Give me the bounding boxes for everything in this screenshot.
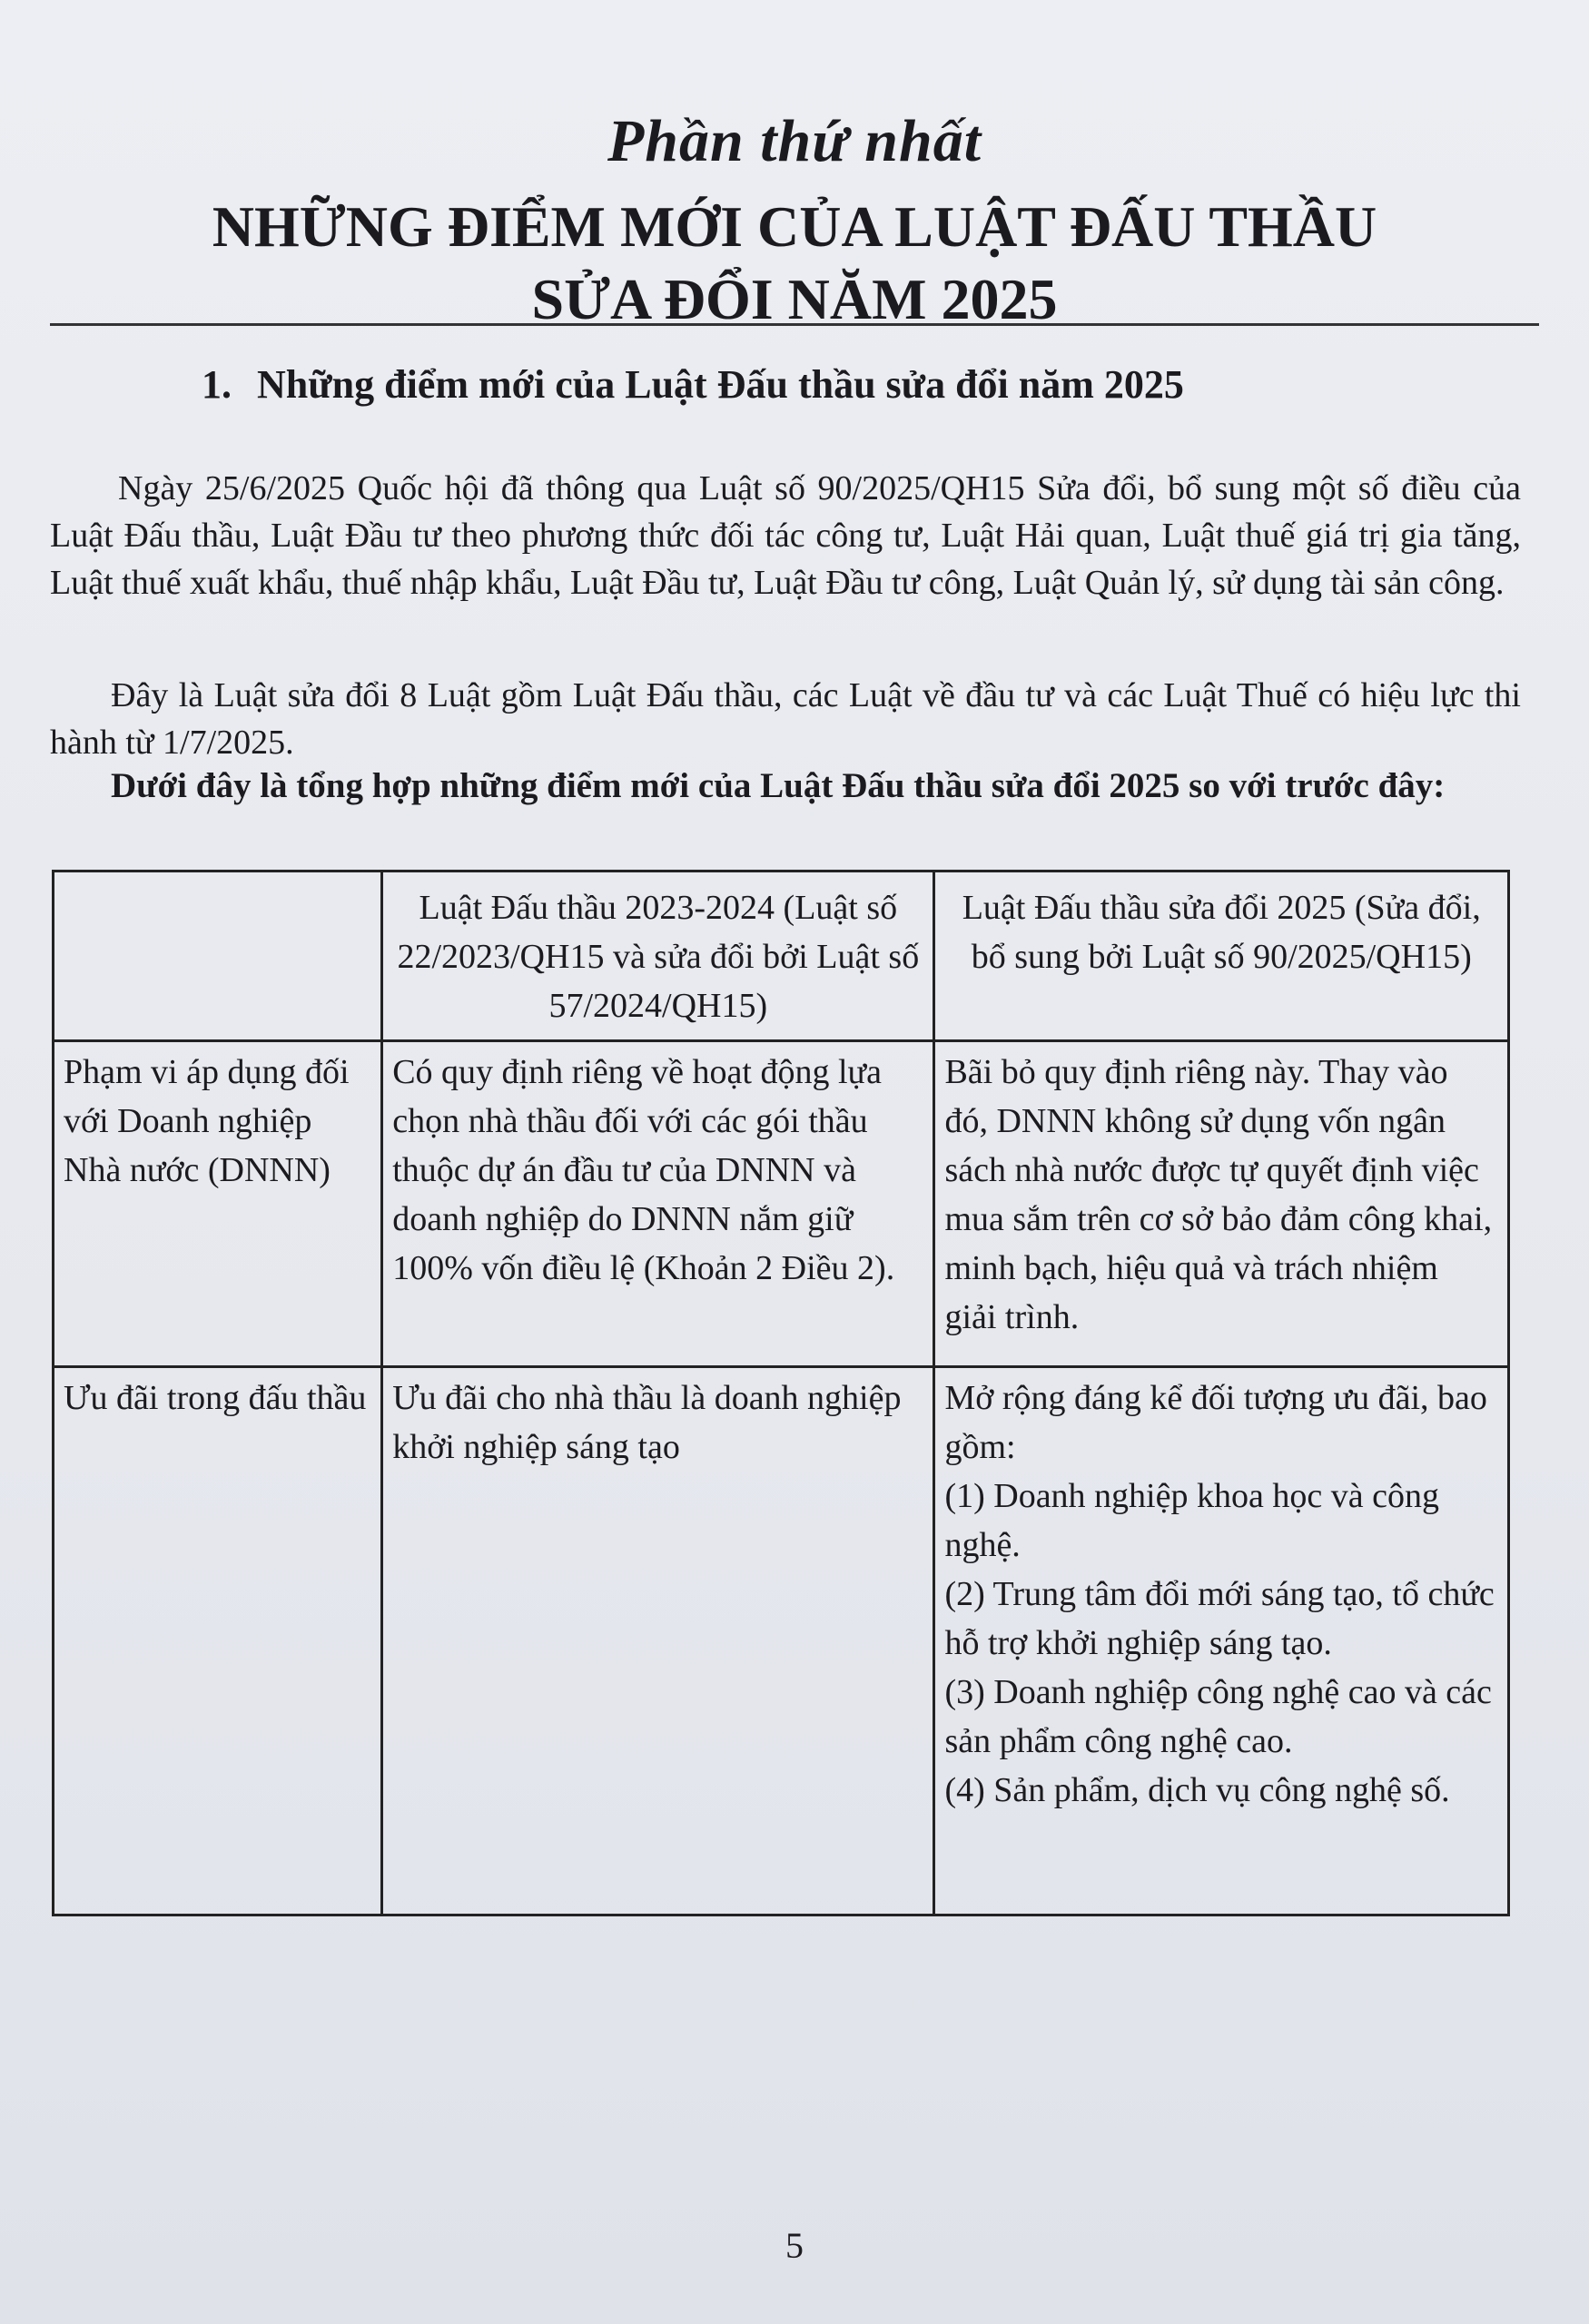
new-item: (1) Doanh nghiệp khoa học và công nghệ. [944, 1477, 1439, 1564]
new-item: (2) Trung tâm đổi mới sáng tạo, tổ chức hỗ trợ khởi nghiệp sáng tạo. [944, 1575, 1495, 1662]
section-title: Những điểm mới của Luật Đấu thầu sửa đổi năm 2025 [257, 362, 1184, 407]
cell-topic: Ưu đãi trong đấu thầu [54, 1367, 382, 1915]
paragraph-summary-lead: Dưới đây là tổng hợp những điểm mới của Luật Đấu thầu sửa đổi 2025 so với trước đây: [111, 766, 1446, 805]
table-row [54, 1041, 1509, 1367]
cell-topic: Phạm vi áp dụng đối với Doanh nghiệp Nhà nước (DNNN) [54, 1041, 382, 1367]
cell-old: Ưu đãi cho nhà thầu là doanh nghiệp khởi nghiệp sáng tạo [382, 1367, 934, 1915]
table-header-row [54, 872, 1509, 1041]
main-title-line-2: SỬA ĐỔI NĂM 2025 [531, 267, 1058, 331]
section-number: 1. [202, 362, 232, 407]
cell-new [934, 1367, 1509, 1915]
title-divider [50, 323, 1539, 326]
cell-new: Bãi bỏ quy định riêng này. Thay vào đó, DNNN không sử dụng vốn ngân sách nhà nước được tự quyết định việc mua sắm trên cơ sở bảo đảm công khai, minh bạch, hiệu quả và trách nhiệm giải trình. [934, 1041, 1509, 1367]
cell-old: Có quy định riêng về hoạt động lựa chọn nhà thầu đối với các gói thầu thuộc dự án đầu tư của DNNN và doanh nghiệp do DNNN nắm giữ 100% vốn điều lệ (Khoản 2 Điều 2). [382, 1041, 934, 1367]
paragraph-intro: Ngày 25/6/2025 Quốc hội đã thông qua Luật số 90/2025/QH15 Sửa đổi, bổ sung một số điều của Luật Đấu thầu, Luật Đầu tư theo phương thức đối tác công tư, Luật Hải quan, Luật thuế giá trị gia tăng, Luật thuế xuất khẩu, thuế nhập khẩu, Luật Đầu tư, Luật Đầu tư công, Luật Quản lý, sử dụng tài sản công. [50, 469, 1521, 602]
header-old-law: Luật Đấu thầu 2023-2024 (Luật số 22/2023/QH15 và sửa đổi bởi Luật số 57/2024/QH15) [382, 872, 934, 1041]
header-new-law: Luật Đấu thầu sửa đổi 2025 (Sửa đổi, bổ sung bởi Luật số 90/2025/QH15) [934, 872, 1509, 1041]
section-heading [202, 361, 1184, 408]
main-title-line-1: NHỮNG ĐIỂM MỚI CỦA LUẬT ĐẤU THẦU [212, 194, 1377, 259]
page-number: 5 [785, 2225, 804, 2266]
new-intro: Mở rộng đáng kể đối tượng ưu đãi, bao gồm: [944, 1379, 1487, 1466]
new-item: (3) Doanh nghiệp công nghệ cao và các sản phẩm công nghệ cao. [944, 1673, 1492, 1760]
comparison-table [52, 870, 1510, 1916]
new-item: (4) Sản phẩm, dịch vụ công nghệ số. [944, 1771, 1450, 1809]
main-title [0, 191, 1589, 336]
header-topic [54, 872, 382, 1041]
table-row [54, 1367, 1509, 1915]
paragraph-scope: Đây là Luật sửa đổi 8 Luật gồm Luật Đấu thầu, các Luật về đầu tư và các Luật Thuế có hiệu lực thi hành từ 1/7/2025. [50, 676, 1521, 762]
part-title: Phần thứ nhất [607, 108, 982, 174]
